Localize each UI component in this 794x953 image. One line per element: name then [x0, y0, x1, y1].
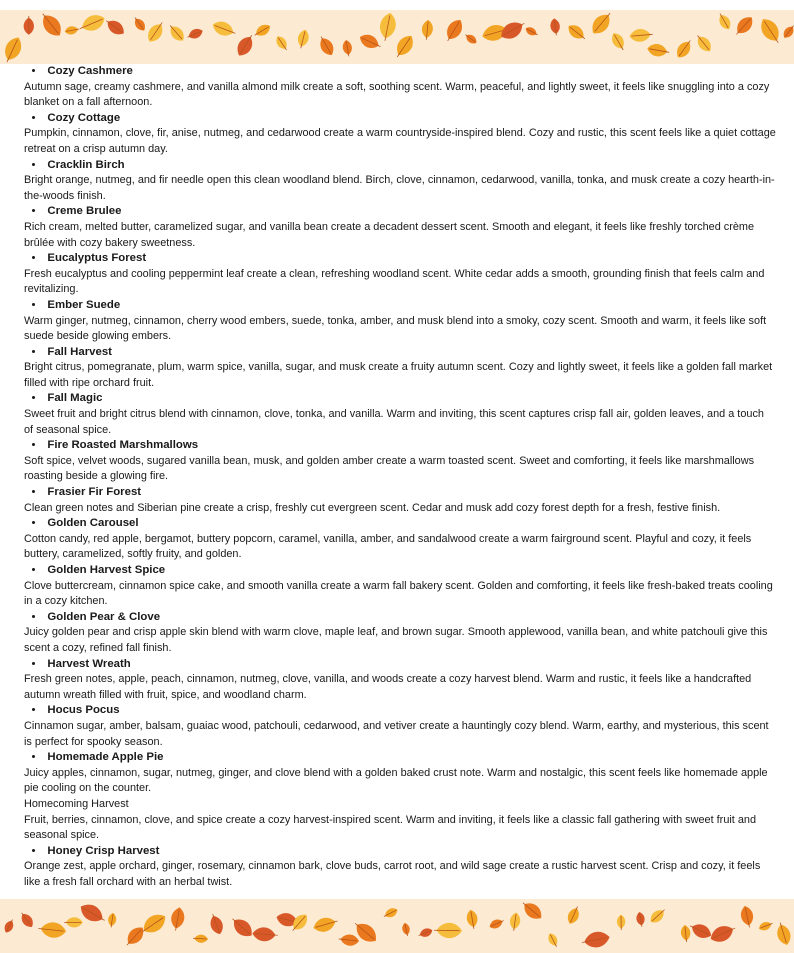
- leaf-icon: [193, 934, 208, 943]
- scent-description: Fresh green notes, apple, peach, cinnamon, nutmeg, clove, vanilla, and woods create a cozy harvest blend. Warm and rustic, it feels like a handcrafted autumn wreath filled with fruit, spice, and woodland charm.: [24, 673, 752, 701]
- leaf-icon: [342, 39, 354, 57]
- leaf-icon: [739, 905, 755, 929]
- scent-entry: [24, 64, 776, 111]
- leaf-icon: [434, 923, 462, 939]
- scent-description: Fruit, berries, cinnamon, clove, and spice create a cozy harvest-inspired scent. Warm and inviting, it feels like a classic fall gathering with sweet fruit and seasonal spice.: [24, 813, 757, 842]
- leaf-icon: [708, 921, 738, 945]
- leaf-icon: [465, 909, 479, 930]
- leaf-icon: [565, 22, 588, 44]
- leaf-icon: [2, 918, 16, 935]
- scent-entry: [24, 703, 776, 750]
- scent-entry: [24, 345, 776, 392]
- scent-entry: [24, 516, 776, 563]
- scent-description: Orange zest, apple orchard, ginger, rosemary, cinnamon bark, clove buds, carrot root, and wild sage create a rustic harvest scent. Crisp and cozy, it feels like a fresh fall orchard with an herbal twist.: [24, 860, 761, 888]
- leaf-icon: [377, 11, 398, 42]
- scent-description: Bright orange, nutmeg, and fir needle open this clean woodland blend. Birch, clove, cinnamon, cedarwood, vanilla, tonka, and musk create a cozy hearth-in-the-woods finish.: [24, 174, 775, 202]
- bottom-autumn-banner: [0, 899, 794, 953]
- scent-description: Rich cream, melted butter, caramelized sugar, and vanilla bean create a decadent dessert scent. Smooth and elegant, it feels like freshly torched crème brûlée with cozy bakery sweetness.: [24, 220, 755, 249]
- scent-name: Hocus Pocus: [47, 704, 120, 717]
- scent-name: Homecoming Harvest: [24, 797, 129, 810]
- scent-name: Golden Carousel: [47, 517, 139, 530]
- leaf-icon: [252, 927, 278, 943]
- scent-entry: [24, 251, 776, 298]
- leaf-icon: [524, 25, 540, 38]
- scent-name: Creme Brulee: [47, 205, 122, 218]
- scent-entry: [24, 204, 776, 251]
- scent-name: Ember Suede: [47, 298, 121, 311]
- leaf-icon: [629, 28, 653, 43]
- leaf-icon: [647, 906, 668, 926]
- leaf-icon: [716, 11, 734, 32]
- leaf-icon: [580, 930, 611, 951]
- leaf-icon: [338, 933, 360, 946]
- scent-entry: [24, 750, 776, 797]
- scent-name: Cozy Cashmere: [47, 65, 133, 77]
- scent-name: Fire Roasted Marshmallows: [47, 439, 199, 452]
- scent-name: Golden Pear & Clove: [47, 610, 161, 623]
- scent-name: Frasier Fir Forest: [47, 486, 142, 499]
- scent-description: Clean green notes and Siberian pine create a crisp, freshly cut evergreen scent. Cedar and musk add cozy forest depth for a fresh, festive finish.: [24, 501, 721, 514]
- leaf-icon: [756, 15, 784, 47]
- leaf-icon: [103, 16, 128, 38]
- scent-description: Pumpkin, cinnamon, clove, fir, anise, nutmeg, and cedarwood create a warm countryside-inspired blend. Cozy and rustic, this scent feels like a quiet cottage retreat on a crisp autumn day.: [24, 127, 776, 155]
- leaf-icon: [312, 914, 340, 934]
- leaf-icon: [169, 906, 186, 932]
- leaf-icon: [549, 18, 561, 36]
- leaf-icon: [166, 22, 187, 44]
- scent-entry: [24, 610, 776, 657]
- leaf-icon: [228, 914, 256, 941]
- leaf-icon: [186, 27, 205, 42]
- scent-description: Fresh eucalyptus and cooling peppermint leaf create a clean, refreshing woodland scent. White cedar adds a smooth, grounding finish that feels calm and revitalizing.: [24, 267, 765, 296]
- leaf-icon: [122, 923, 147, 949]
- leaf-icon: [64, 917, 83, 927]
- leaf-icon: [646, 42, 670, 58]
- scent-name: Harvest Wreath: [47, 657, 131, 670]
- scent-description: Warm ginger, nutmeg, cinnamon, cherry wood embers, suede, tonka, amber, and musk blend into a smoky, cozy scent. Smooth and warm, it feels like soft suede beside glowing embers.: [24, 314, 767, 343]
- leaf-icon: [488, 917, 505, 931]
- leaf-icon: [774, 921, 793, 947]
- scent-entry: [24, 158, 776, 205]
- leaf-icon: [609, 30, 628, 52]
- leaf-icon: [680, 925, 691, 943]
- scent-name: Fall Harvest: [47, 345, 112, 358]
- scent-entry: [24, 797, 776, 844]
- scent-description: Bright citrus, pomegranate, plum, warm spice, vanilla, sugar, and musk create a fruity autumn scent. Cozy and lightly sweet, it feels like a golden fall market filled with ripe orchard fruit.: [24, 361, 773, 389]
- leaf-icon: [382, 906, 399, 920]
- leaf-icon: [296, 28, 311, 49]
- leaf-icon: [252, 22, 272, 40]
- scent-name: Homemade Apple Pie: [47, 751, 164, 764]
- leaf-icon: [421, 19, 434, 40]
- leaf-icon: [417, 926, 434, 939]
- leaf-icon: [635, 911, 646, 927]
- leaf-icon: [144, 19, 167, 45]
- leaf-icon: [758, 920, 774, 933]
- leaf-icon: [401, 922, 411, 937]
- scent-description: Cinnamon sugar, amber, balsam, guaiac wood, patchouli, cedarwood, and vetiver create a hauntingly cozy blend. Warm, earthy, and mysterious, this scent is perfect for spooky season.: [24, 719, 769, 748]
- leaf-icon: [442, 16, 466, 44]
- scent-name: Cozy Cottage: [47, 111, 121, 124]
- leaf-icon: [316, 34, 337, 58]
- scent-entry: [24, 111, 776, 158]
- leaf-icon: [210, 18, 237, 39]
- leaf-icon: [357, 31, 383, 52]
- scent-description: Juicy apples, cinnamon, sugar, nutmeg, ginger, and clove blend with a golden baked crust note. Warm and nostalgic, this scent feels like homemade apple pie cooling on the counter.: [24, 766, 768, 795]
- leaf-icon: [131, 15, 147, 33]
- scent-description: Autumn sage, creamy cashmere, and vanilla almond milk create a soft, soothing scent. Warm, peaceful, and lightly sweet, it feels like snuggling into a cozy blanket on a fall afternoon.: [24, 80, 770, 109]
- leaf-icon: [274, 34, 291, 53]
- leaf-icon: [519, 899, 546, 923]
- scent-name: Honey Crisp Harvest: [47, 844, 160, 857]
- leaf-icon: [781, 23, 794, 40]
- leaf-icon: [233, 32, 257, 59]
- leaf-icon: [38, 921, 67, 939]
- leaf-icon: [617, 915, 626, 930]
- scent-list: [24, 64, 776, 890]
- top-autumn-banner: [0, 10, 794, 64]
- leaf-icon: [693, 32, 714, 55]
- scent-name: Golden Harvest Spice: [47, 564, 166, 576]
- scent-entry: [24, 485, 776, 516]
- leaf-icon: [0, 34, 25, 64]
- autumn-leaves-decoration: [0, 10, 794, 64]
- leaf-icon: [509, 912, 522, 932]
- scent-entry: [24, 563, 776, 610]
- scent-entry: [24, 844, 776, 891]
- scent-description: Clove buttercream, cinnamon spice cake, and smooth vanilla create a warm fall bakery scent. Golden and comforting, it feels like fresh-baked treats cooling in a cozy kitchen.: [24, 579, 773, 608]
- leaf-icon: [732, 13, 757, 38]
- leaf-icon: [64, 25, 80, 36]
- leaf-icon: [24, 16, 34, 35]
- scent-entry: [24, 438, 776, 485]
- leaf-icon: [546, 931, 560, 948]
- leaf-icon: [37, 10, 66, 40]
- autumn-leaves-decoration: [0, 899, 794, 953]
- leaf-icon: [687, 920, 713, 941]
- leaf-icon: [77, 11, 107, 35]
- leaf-icon: [391, 32, 417, 61]
- scent-description: Juicy golden pear and crisp apple skin blend with warm clove, maple leaf, and brown sugar. Smooth applewood, vanilla bean, and white patchouli give this scent a cozy, refined fall finish.: [24, 626, 768, 654]
- scent-entry: [24, 391, 776, 438]
- scent-entry: [24, 657, 776, 704]
- leaf-icon: [673, 37, 695, 61]
- leaf-icon: [18, 910, 36, 930]
- scent-name: Cracklin Birch: [47, 158, 125, 171]
- scent-entry: [24, 298, 776, 345]
- leaf-icon: [565, 904, 582, 925]
- leaf-icon: [107, 912, 117, 928]
- scent-name: Fall Magic: [47, 392, 103, 405]
- leaf-icon: [463, 32, 479, 46]
- scent-description: Soft spice, velvet woods, sugared vanilla bean, musk, and golden amber create a warm toasted scent. Sweet and comforting, it feels like marshmallows roasting beside a glowing fire.: [24, 454, 755, 483]
- scent-description: Cotton candy, red apple, bergamot, buttery popcorn, caramel, vanilla, amber, and sandalwood create a warm fairground scent. Playful and cozy, it feels buttery, caramelized, softly fruity, and golden.: [24, 532, 752, 561]
- leaf-icon: [207, 912, 225, 936]
- leaf-icon: [588, 10, 616, 38]
- scent-name: Eucalyptus Forest: [47, 252, 147, 265]
- scent-description: Sweet fruit and bright citrus blend with cinnamon, clove, tonka, and vanilla. Warm and inviting, this scent captures crisp fall air, golden leaves, and a touch of seasonal spice.: [24, 408, 764, 436]
